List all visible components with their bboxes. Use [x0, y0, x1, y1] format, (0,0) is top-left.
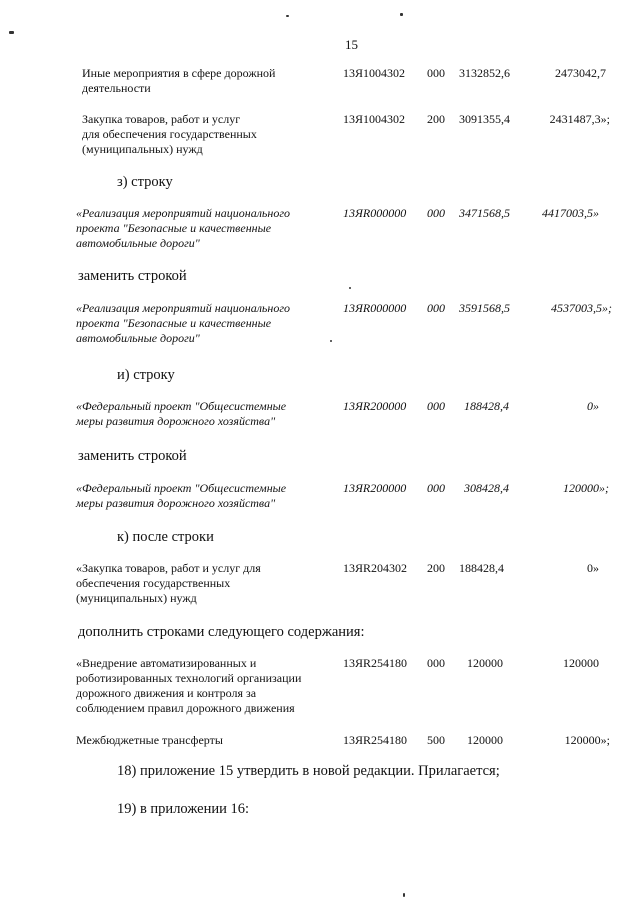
row-value-2: 2473042,7 — [555, 66, 606, 80]
row-name-line: автомобильные дороги" — [76, 236, 200, 250]
row-value-1: 3091355,4 — [459, 112, 510, 126]
row-value-1: 308428,4 — [464, 481, 509, 495]
row-value-2: 120000 — [563, 656, 599, 670]
row-name-line: соблюдением правил дорожного движения — [76, 701, 295, 715]
row-code: 13ЯR000000 — [343, 206, 407, 220]
row-vr: 000 — [427, 656, 445, 670]
scan-speck — [349, 287, 351, 289]
row-value-2: 4537003,5»; — [551, 301, 612, 315]
scan-speck — [9, 31, 14, 34]
row-name-line: дорожного движения и контроля за — [76, 686, 257, 700]
paragraph-item-18: 18) приложение 15 утвердить в новой редакции. Прилагается; — [117, 763, 500, 779]
row-code: 13ЯR200000 — [343, 481, 407, 495]
row-name-line: проекта "Безопасные и качественные — [76, 316, 272, 330]
instruction-text: дополнить строками следующего содержания: — [78, 624, 365, 640]
scan-speck — [286, 15, 289, 17]
scan-speck — [400, 13, 403, 16]
row-value-1: 3132852,6 — [459, 66, 510, 80]
row-name-line: «Закупка товаров, работ и услуг для — [76, 561, 261, 575]
paragraph-item-19: 19) в приложении 16: — [117, 801, 250, 817]
row-name-line: автомобильные дороги" — [76, 331, 200, 345]
section-heading: к) после строки — [117, 529, 214, 545]
row-vr: 000 — [427, 481, 445, 495]
row-value-1: 3471568,5 — [459, 206, 510, 220]
row-name-line: «Федеральный проект "Общесистемные — [76, 399, 287, 413]
row-code: 13ЯR000000 — [343, 301, 407, 315]
row-value-2: 4417003,5» — [542, 206, 599, 220]
row-vr: 000 — [427, 66, 445, 80]
row-vr: 000 — [427, 301, 445, 315]
row-value-2: 2431487,3»; — [549, 112, 610, 126]
row-code: 13ЯR204302 — [343, 561, 408, 575]
scan-speck — [403, 893, 405, 897]
scan-speck — [330, 340, 332, 342]
row-value-1: 120000 — [467, 733, 503, 747]
row-code: 13ЯR254180 — [343, 733, 408, 747]
row-name-line: Закупка товаров, работ и услуг — [82, 112, 241, 126]
row-vr: 200 — [427, 561, 445, 575]
row-code: 13Я1004302 — [343, 112, 406, 126]
instruction-text: заменить строкой — [78, 448, 187, 464]
row-vr: 200 — [427, 112, 445, 126]
row-name-line: (муниципальных) нужд — [76, 591, 197, 605]
section-heading: з) строку — [117, 174, 173, 190]
row-name-line: обеспечения государственных — [76, 576, 231, 590]
row-name-line: Иные мероприятия в сфере дорожной — [82, 66, 276, 80]
row-value-2: 120000»; — [563, 481, 609, 495]
row-value-2: 0» — [587, 561, 599, 575]
row-name-line: «Реализация мероприятий национального — [76, 301, 291, 315]
row-name-line: (муниципальных) нужд — [82, 142, 203, 156]
instruction-text: заменить строкой — [78, 268, 187, 284]
row-code: 13Я1004302 — [343, 66, 406, 80]
row-name-line: роботизированных технологий организации — [76, 671, 302, 685]
row-value-1: 120000 — [467, 656, 503, 670]
row-value-1: 188428,4 — [459, 561, 504, 575]
page-number: 15 — [345, 37, 358, 52]
row-value-1: 3591568,5 — [459, 301, 510, 315]
row-name-line: деятельности — [82, 81, 151, 95]
row-name-line: «Реализация мероприятий национального — [76, 206, 291, 220]
section-heading: и) строку — [117, 367, 175, 383]
row-name-line: Межбюджетные трансферты — [76, 733, 223, 747]
row-vr: 000 — [427, 399, 445, 413]
row-vr: 000 — [427, 206, 445, 220]
row-code: 13ЯR254180 — [343, 656, 408, 670]
row-name-line: проекта "Безопасные и качественные — [76, 221, 272, 235]
row-name-line: для обеспечения государственных — [82, 127, 257, 141]
row-value-1: 188428,4 — [464, 399, 509, 413]
row-name-line: меры развития дорожного хозяйства" — [76, 414, 276, 428]
row-value-2: 0» — [587, 399, 599, 413]
row-name-line: меры развития дорожного хозяйства" — [76, 496, 276, 510]
row-value-2: 120000»; — [564, 733, 610, 747]
row-name-line: «Федеральный проект "Общесистемные — [76, 481, 287, 495]
row-code: 13ЯR200000 — [343, 399, 407, 413]
row-name-line: «Внедрение автоматизированных и — [76, 656, 257, 670]
row-vr: 500 — [427, 733, 445, 747]
